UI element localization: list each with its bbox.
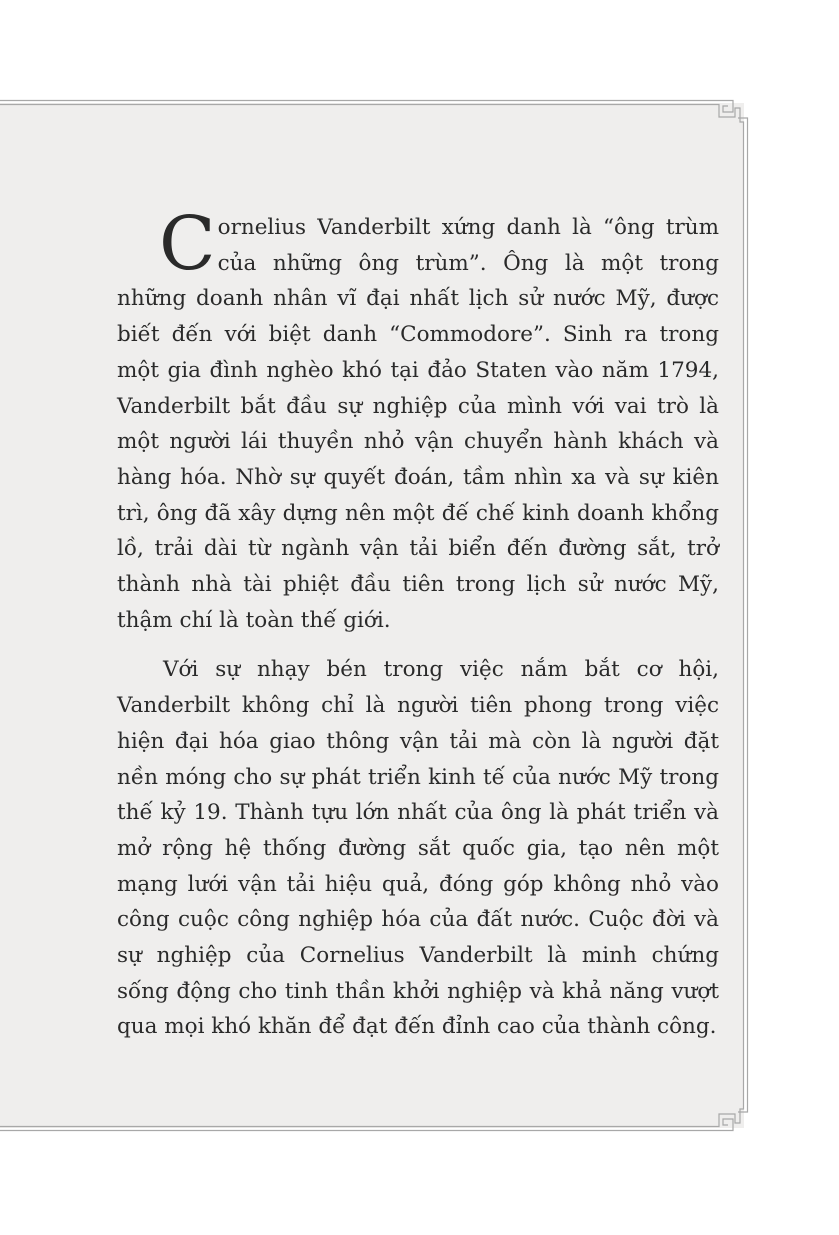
paragraph-1-text: ornelius Vanderbilt xứng danh là “ông trùm của những ông trùm”. Ông là một trong những doanh nhân vĩ đại nhất lịch sử nước Mỹ, được biết đến với biệt danh “Commodore”. Sinh ra trong một gia đình nghèo khó tại đảo Staten vào năm 1794, Vanderbilt bắt đầu sự nghiệp của mình với vai trò là một người lái thuyền nhỏ vận chuyển hành khách và hàng hóa. Nhờ sự quyết đoán, tầm nhìn xa và sự kiên trì, ông đã xây dựng nên một đế chế kinh doanh khổng lồ, trải dài từ ngành vận tải biển đến đường sắt, trở thành nhà tài phiệt đầu tiên trong lịch sử nước Mỹ, thậm chí là toàn thế giới. [117,215,719,633]
paragraph-1 [117,201,719,638]
body-text [117,201,719,1045]
paragraph-2: Với sự nhạy bén trong việc nắm bắt cơ hội, Vanderbilt không chỉ là người tiên phong trong việc hiện đại hóa giao thông vận tải mà còn là người đặt nền móng cho sự phát triển kinh tế của nước Mỹ trong thế kỷ 19. Thành tựu lớn nhất của ông là phát triển và mở rộng hệ thống đường sắt quốc gia, tạo nên một mạng lưới vận tải hiệu quả, đóng góp không nhỏ vào công cuộc công nghiệp hóa của đất nước. Cuộc đời và sự nghiệp của Cornelius Vanderbilt là minh chứng sống động cho tinh thần khởi nghiệp và khả năng vượt qua mọi khó khăn để đạt đến đỉnh cao của thành công. [117,657,719,1040]
drop-cap: C [159,201,216,287]
